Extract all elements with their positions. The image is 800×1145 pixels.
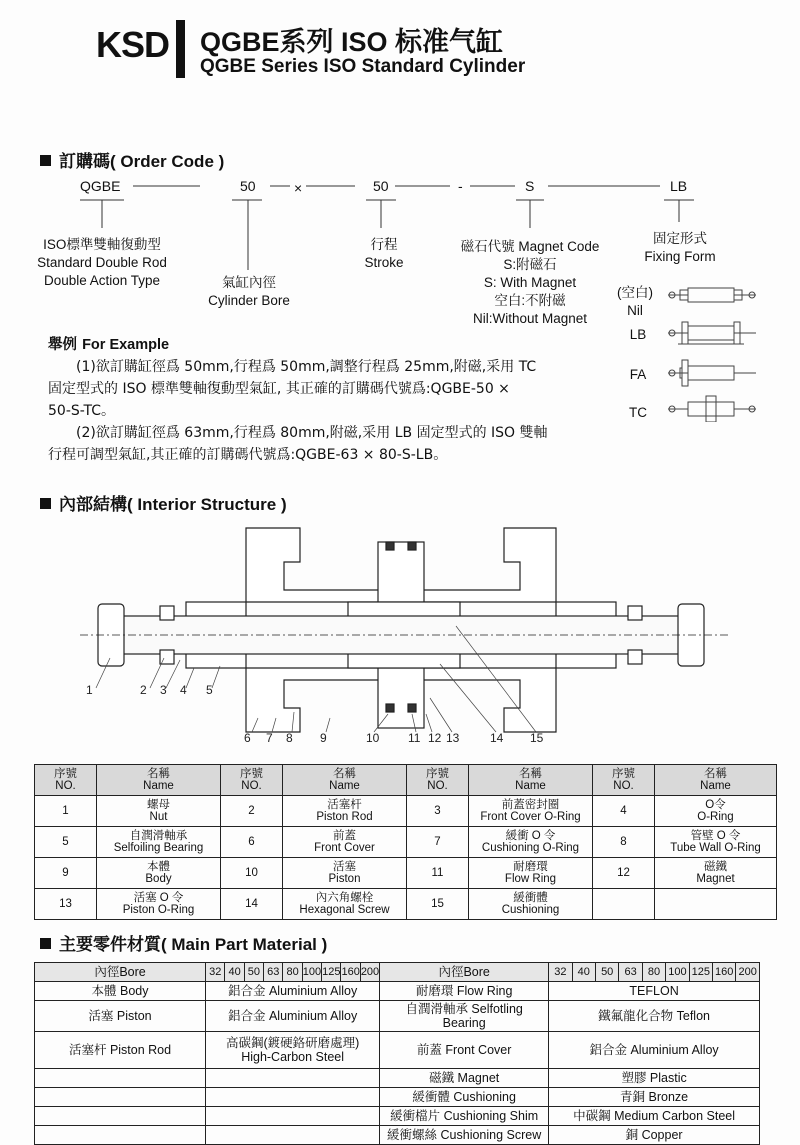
material-heading: 主要零件材質( Main Part Material ) (40, 930, 327, 955)
page-title-en: QGBE Series ISO Standard Cylinder (200, 56, 526, 77)
table-row: 本體 Body 鋁合金 Aluminium Alloy 耐磨環 Flow Ring TEFLON (35, 982, 760, 1001)
code-series: QGBE (80, 178, 121, 194)
stroke-label: 行程 Stroke (364, 237, 404, 270)
fixing-label: 固定形式 Fixing Form (644, 231, 716, 264)
example-line-2: 固定型式的 ISO 標準雙軸復動型氣缸, 其正確的訂購碼代號爲:QGBE-50 × (48, 381, 510, 397)
square-bullet-icon (40, 938, 51, 949)
code-fixing: LB (670, 178, 688, 194)
callout-3: 3 (160, 683, 167, 697)
callout-10: 10 (366, 731, 380, 745)
fixing-tc-label: TC (629, 405, 647, 420)
magnet-label: 磁石代號 Magnet Code S:附磁石 S: With Magnet 空白:不附磁 Nil:Without Magnet (460, 239, 600, 326)
code-stroke: 50 (373, 178, 389, 194)
callout-11: 11 (408, 731, 421, 745)
callout-8: 8 (286, 731, 293, 745)
callout-9: 9 (320, 731, 327, 745)
brand-logo: KSD (96, 24, 170, 65)
title-divider (176, 20, 185, 78)
cylinder-fa-icon (668, 360, 756, 386)
parts-table (34, 764, 777, 920)
bore-label: 氣缸內徑 Cylinder Bore (208, 275, 290, 308)
table-row: 1 螺母 Nut 2 活塞杆 Piston Rod 3 前蓋密封圈 Front Cover O-Ring 4 O令 O-Ring (35, 796, 777, 827)
fixing-lb-label: LB (629, 327, 647, 342)
code-magnet: S (525, 178, 535, 194)
callout-1: 1 (86, 683, 93, 697)
example-line-4: (2)欲訂購缸徑爲 63mm,行程爲 80mm,附磁,采用 LB 固定型式的 ISO 雙軸 (76, 425, 548, 441)
code-dash: - (458, 178, 463, 194)
type-label: ISO標準雙軸復動型 Standard Double Rod Double Action Type (37, 237, 167, 288)
cylinder-nil-icon (668, 288, 756, 302)
table-row: 9 本體 Body 10 活塞 Piston 11 耐磨環 Flow Ring 12 磁鐵 Magnet (35, 858, 777, 889)
callout-4: 4 (180, 683, 187, 697)
code-times: × (294, 180, 303, 196)
interior-heading: 內部結構( Interior Structure ) (40, 490, 287, 515)
callout-5: 5 (206, 683, 213, 697)
callout-12: 12 (428, 731, 442, 745)
table-row: 緩衝體 Cushioning 青銅 Bronze (35, 1088, 760, 1107)
interior-structure-drawing (0, 518, 800, 750)
cylinder-tc-icon (668, 396, 756, 422)
callout-2: 2 (140, 683, 147, 697)
table-row: 活塞杆 Piston Rod 高碳鋼(鍍硬鉻研磨處理) High-Carbon Steel 前蓋 Front Cover 鋁合金 Aluminium Alloy (35, 1032, 760, 1069)
example-line-1: (1)欲訂購缸徑爲 50mm,行程爲 50mm,調整行程爲 25mm,附磁,采用 TC (76, 359, 537, 375)
table-row: 13 活塞 O 令 Piston O-Ring 14 內六角螺栓 Hexagonal Screw 15 緩衝體 Cushioning (35, 889, 777, 920)
callout-7: 7 (266, 731, 273, 745)
example-text (48, 356, 608, 466)
table-row: 5 自潤滑軸承 Selfoiling Bearing 6 前蓋 Front Cover 7 緩衝 O 令 Cushioning O-Ring 8 管壁 O 令 Tube Wall O-Ring (35, 827, 777, 858)
fixing-form-icons (660, 282, 770, 422)
example-line-3: 50-S-TC。 (48, 403, 116, 419)
material-header-row: 內徑Bore 32 40 50 63 80 100 125 160 200 內徑Bore 32 40 50 63 80 100 125 160 200 (35, 963, 760, 982)
callout-13: 13 (446, 731, 460, 745)
callout-6: 6 (244, 731, 251, 745)
square-bullet-icon (40, 498, 51, 509)
table-row: 活塞 Piston 鋁合金 Aluminium Alloy 自潤滑軸承 Selfotling Bearing 鐵氟龍化合物 Teflon (35, 1001, 760, 1032)
example-line-5: 行程可調型氣缸,其正確的訂購碼代號爲:QGBE-63 × 80-S-LB。 (48, 447, 448, 463)
fixing-fa-label: FA (629, 367, 647, 382)
parts-header-row: 序號 NO. 名稱 Name 序號 NO. 名稱 Name 序號 NO. 名稱 Name 序號 NO. 名稱 Name (35, 765, 777, 796)
callout-15: 15 (530, 731, 544, 745)
table-row: 緩衝螺絲 Cushioning Screw 銅 Copper (35, 1126, 760, 1145)
fixing-nil-label: (空白) Nil (617, 285, 653, 318)
material-table (34, 962, 760, 1145)
order-code-heading: 訂購碼( Order Code ) (40, 147, 224, 172)
example-heading: 舉例 For Example (48, 337, 170, 353)
cylinder-lb-icon (668, 322, 756, 344)
callout-14: 14 (490, 731, 504, 745)
table-row: 磁鐵 Magnet 塑膠 Plastic (35, 1069, 760, 1088)
code-bore: 50 (240, 178, 256, 194)
table-row: 緩衝檔片 Cushioning Shim 中碳鋼 Medium Carbon Steel (35, 1107, 760, 1126)
square-bullet-icon (40, 155, 51, 166)
page-title-cn: QGBE系列 ISO 标准气缸 (200, 27, 504, 57)
